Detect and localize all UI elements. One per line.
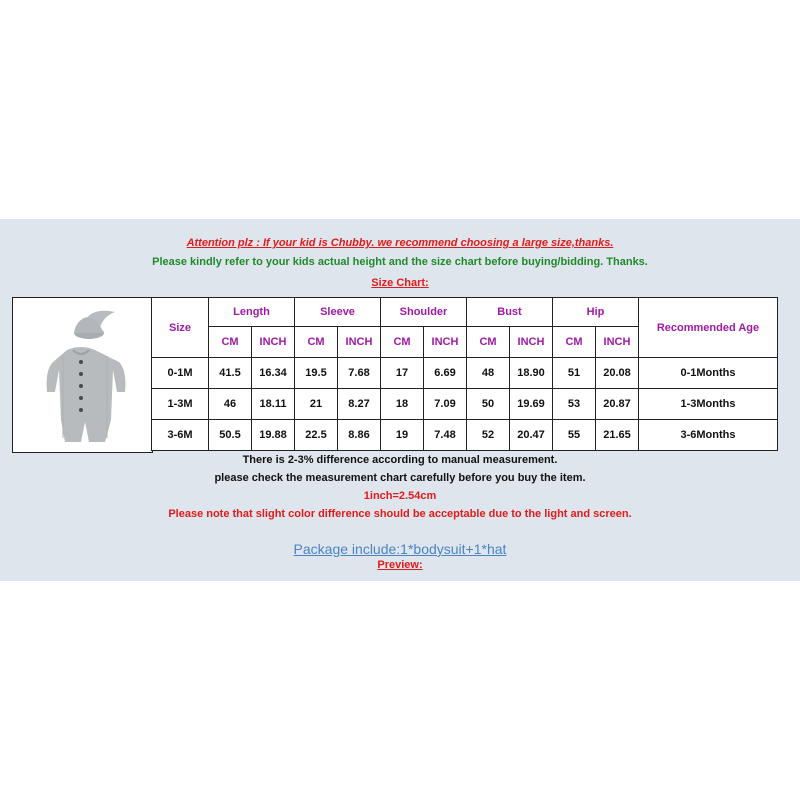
length-header: Length <box>209 298 295 327</box>
unit-inch: INCH <box>338 327 381 358</box>
product-photo <box>12 297 153 453</box>
package-include-link[interactable]: Package include:1*bodysuit+1*hat <box>293 541 507 557</box>
recommended-age-header: Recommended Age <box>639 298 778 358</box>
unit-cm: CM <box>295 327 338 358</box>
shoulder-header: Shoulder <box>381 298 467 327</box>
conversion-note: 1inch=2.54cm <box>363 490 437 502</box>
unit-cm: CM <box>209 327 252 358</box>
color-note: Please note that slight color difference should be acceptable due to the light and screen. <box>168 508 632 520</box>
age-cell: 1-3Months <box>639 389 778 420</box>
value-cell: 50.5 <box>209 420 252 451</box>
refer-note: Please kindly refer to your kids actual height and the size chart before buying/bidding. Thanks. <box>152 256 648 268</box>
value-cell: 19.88 <box>252 420 295 451</box>
value-cell: 21 <box>295 389 338 420</box>
value-cell: 20.87 <box>596 389 639 420</box>
value-cell: 19.5 <box>295 358 338 389</box>
value-cell: 19.69 <box>510 389 553 420</box>
value-cell: 18 <box>381 389 424 420</box>
value-cell: 7.68 <box>338 358 381 389</box>
unit-cm: CM <box>467 327 510 358</box>
sleeve-header: Sleeve <box>295 298 381 327</box>
value-cell: 53 <box>553 389 596 420</box>
size-cell: 0-1M <box>152 358 209 389</box>
value-cell: 50 <box>467 389 510 420</box>
table-row <box>152 389 778 420</box>
size-header: Size <box>152 298 209 358</box>
value-cell: 16.34 <box>252 358 295 389</box>
value-cell: 46 <box>209 389 252 420</box>
unit-inch: INCH <box>424 327 467 358</box>
value-cell: 7.09 <box>424 389 467 420</box>
check-note: please check the measurement chart carefully before you buy the item. <box>214 472 586 484</box>
value-cell: 55 <box>553 420 596 451</box>
value-cell: 21.65 <box>596 420 639 451</box>
value-cell: 20.08 <box>596 358 639 389</box>
bust-header: Bust <box>467 298 553 327</box>
unit-inch: INCH <box>596 327 639 358</box>
value-cell: 6.69 <box>424 358 467 389</box>
value-cell: 51 <box>553 358 596 389</box>
value-cell: 20.47 <box>510 420 553 451</box>
size-chart-table <box>151 297 778 451</box>
romper-with-hat-image <box>23 300 141 450</box>
value-cell: 18.11 <box>252 389 295 420</box>
table-row <box>152 358 778 389</box>
unit-inch: INCH <box>252 327 295 358</box>
size-info-panel <box>0 219 800 581</box>
value-cell: 17 <box>381 358 424 389</box>
hip-header: Hip <box>553 298 639 327</box>
value-cell: 22.5 <box>295 420 338 451</box>
value-cell: 7.48 <box>424 420 467 451</box>
size-cell: 1-3M <box>152 389 209 420</box>
value-cell: 8.86 <box>338 420 381 451</box>
value-cell: 41.5 <box>209 358 252 389</box>
value-cell: 48 <box>467 358 510 389</box>
value-cell: 19 <box>381 420 424 451</box>
value-cell: 18.90 <box>510 358 553 389</box>
value-cell: 8.27 <box>338 389 381 420</box>
table-row <box>152 420 778 451</box>
size-chart-title: Size Chart: <box>371 277 429 289</box>
age-cell: 3-6Months <box>639 420 778 451</box>
unit-inch: INCH <box>510 327 553 358</box>
value-cell: 52 <box>467 420 510 451</box>
preview-label: Preview: <box>377 559 423 571</box>
difference-note: There is 2-3% difference according to manual measurement. <box>242 454 558 466</box>
size-cell: 3-6M <box>152 420 209 451</box>
unit-cm: CM <box>553 327 596 358</box>
attention-note: Attention plz : If your kid is Chubby. we recommend choosing a large size,thanks. <box>186 237 614 249</box>
age-cell: 0-1Months <box>639 358 778 389</box>
unit-cm: CM <box>381 327 424 358</box>
